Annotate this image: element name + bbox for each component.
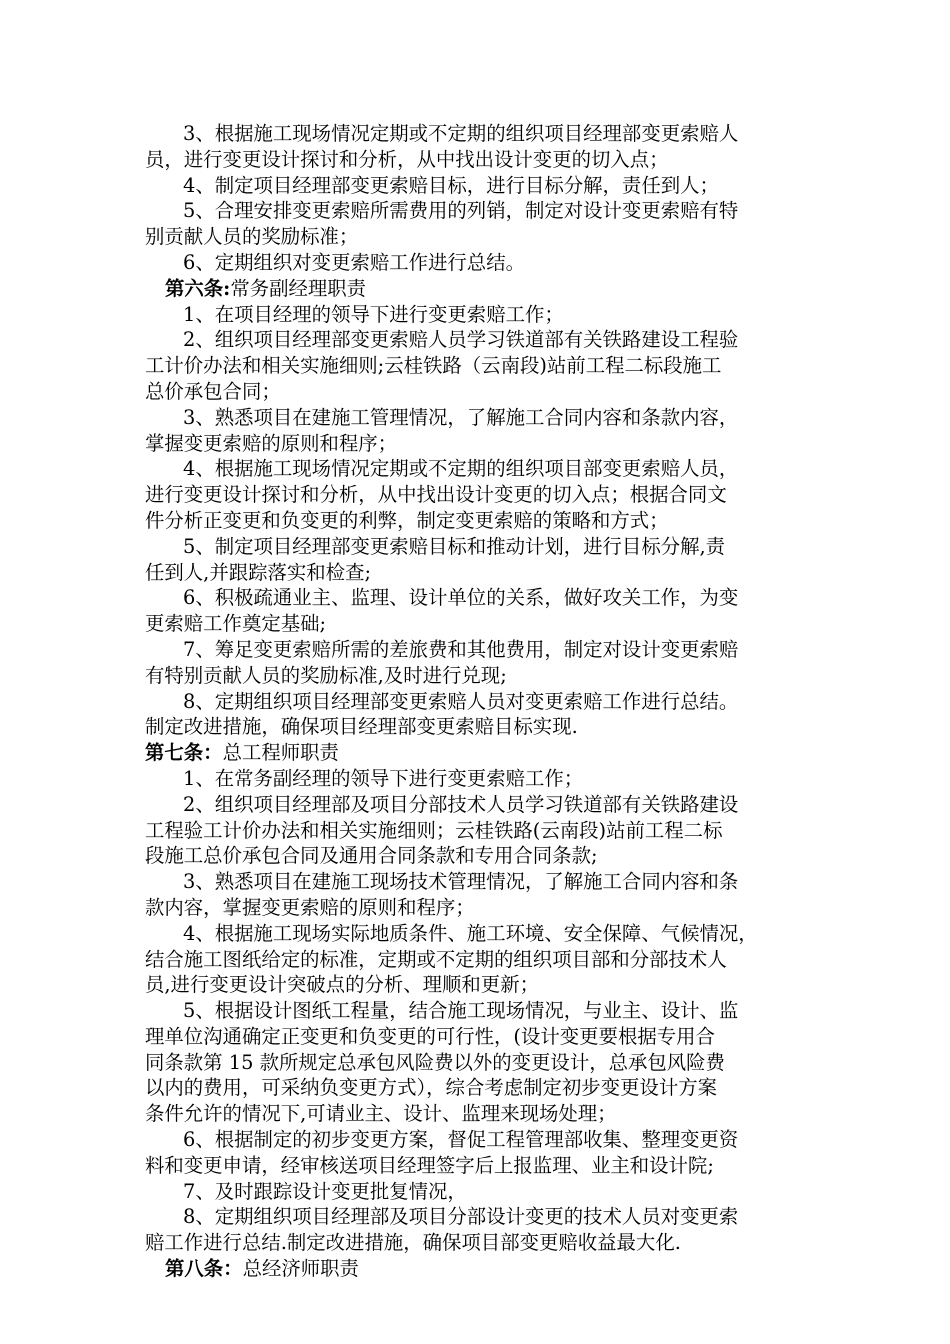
text-line: 3、熟悉项目在建施工管理情况，了解施工合同内容和条款内容， <box>183 405 739 429</box>
text-line: 4、根据施工现场实际地质条件、施工环境、安全保障、气候情况， <box>183 921 758 945</box>
text-line: 7、筹足变更索赔所需的差旅费和其他费用，制定对设计变更索赔 <box>183 637 739 661</box>
article-number: 第七条： <box>145 741 223 765</box>
article-title: 常务副经理职责 <box>230 276 367 300</box>
text-line: 条件允许的情况下,可请业主、设计、监理来现场处理； <box>145 1102 617 1126</box>
text-line: 以内的费用，可采纳负变更方式），综合考虑制定初步变更设计方案 <box>145 1076 718 1100</box>
article-number: 第六条: <box>165 276 231 300</box>
text-line: 5、根据设计图纸工程量，结合施工现场情况，与业主、设计、监 <box>183 999 739 1023</box>
article-heading <box>145 1256 830 1282</box>
article-title: 总经济师职责 <box>242 1257 359 1281</box>
article-heading <box>145 276 830 302</box>
text-line: 工程验工计价办法和相关实施细则；云桂铁路(云南段)站前工程二标 <box>145 818 723 842</box>
text-line: 更索赔工作奠定基础; <box>145 612 327 636</box>
text-line: 4、根据施工现场情况定期或不定期的组织项目部变更索赔人员， <box>183 457 739 481</box>
article-title: 总工程师职责 <box>222 741 339 765</box>
text-line: 6、定期组织对变更索赔工作进行总结。 <box>183 250 525 274</box>
text-line: 8、定期组织项目经理部变更索赔人员对变更索赔工作进行总结。 <box>183 689 739 713</box>
article-heading <box>145 740 830 766</box>
text-line: 2、组织项目经理部及项目分部技术人员学习铁道部有关铁路建设 <box>183 792 739 816</box>
text-line: 段施工总价承包合同及通用合同条款和专用合同条款; <box>145 844 598 868</box>
text-line: 赔工作进行总结.制定改进措施，确保项目部变更赔收益最大化. <box>145 1231 681 1255</box>
text-line: 5、合理安排变更索赔所需费用的列销，制定对设计变更索赔有特 <box>183 199 739 223</box>
text-line: 员，进行变更设计探讨和分析，从中找出设计变更的切入点； <box>145 147 669 171</box>
text-line: 件分析正变更和负变更的利弊，制定变更索赔的策略和方式； <box>145 508 669 532</box>
text-line: 结合施工图纸给定的标准，定期或不定期的组织项目部和分部技术人 <box>145 947 727 971</box>
text-line: 工计价办法和相关实施细则;云桂铁路（云南段)站前工程二标段施工 <box>145 354 722 378</box>
text-line: 4、制定项目经理部变更索赔目标，进行目标分解，责任到人； <box>183 173 719 197</box>
text-line: 6、积极疏通业主、监理、设计单位的关系，做好攻关工作，为变 <box>183 586 739 610</box>
text-line: 料和变更申请，经审核送项目经理签字后上报监理、业主和设计院; <box>145 1153 714 1177</box>
text-line: 有特别贡献人员的奖励标准,及时进行兑现; <box>145 663 507 687</box>
text-line: 制定改进措施，确保项目经理部变更索赔目标实现. <box>145 715 578 739</box>
text-line: 掌握变更索赔的原则和程序； <box>145 431 398 455</box>
text-line: 1、在项目经理的领导下进行变更索赔工作； <box>183 302 564 326</box>
text-line: 理单位沟通确定正变更和负变更的可行性，(设计变更要根据专用合 <box>145 1024 715 1048</box>
text-line: 3、熟悉项目在建施工现场技术管理情况，了解施工合同内容和条 <box>183 870 739 894</box>
text-line: 3、根据施工现场情况定期或不定期的组织项目经理部变更索赔人 <box>183 122 739 145</box>
article-number: 第八条： <box>165 1257 243 1281</box>
text-line: 1、在常务副经理的领导下进行变更索赔工作； <box>183 766 584 790</box>
text-line: 员,进行变更设计突破点的分析、理顺和更新； <box>145 973 539 997</box>
text-line: 进行变更设计探讨和分析，从中找出设计变更的切入点；根据合同文 <box>145 483 727 507</box>
text-line: 别贡献人员的奖励标准； <box>145 225 359 249</box>
text-line: 任到人,并跟踪落实和检查; <box>145 560 371 584</box>
text-line: 7、及时跟踪设计变更批复情况， <box>183 1179 467 1203</box>
text-line: 5、制定项目经理部变更索赔目标和推动计划，进行目标分解,责 <box>183 534 726 558</box>
text-line: 8、定期组织项目经理部及项目分部设计变更的技术人员对变更索 <box>183 1205 739 1229</box>
text-line: 6、根据制定的初步变更方案，督促工程管理部收集、整理变更资 <box>183 1128 739 1152</box>
text-line: 款内容，掌握变更索赔的原则和程序； <box>145 895 475 919</box>
text-line: 同条款第 15 款所规定总承包风险费以外的变更设计，总承包风险费 <box>145 1050 725 1074</box>
text-line: 总价承包合同； <box>145 379 281 403</box>
text-line: 2、组织项目经理部变更索赔人员学习铁道部有关铁路建设工程验 <box>183 328 739 352</box>
